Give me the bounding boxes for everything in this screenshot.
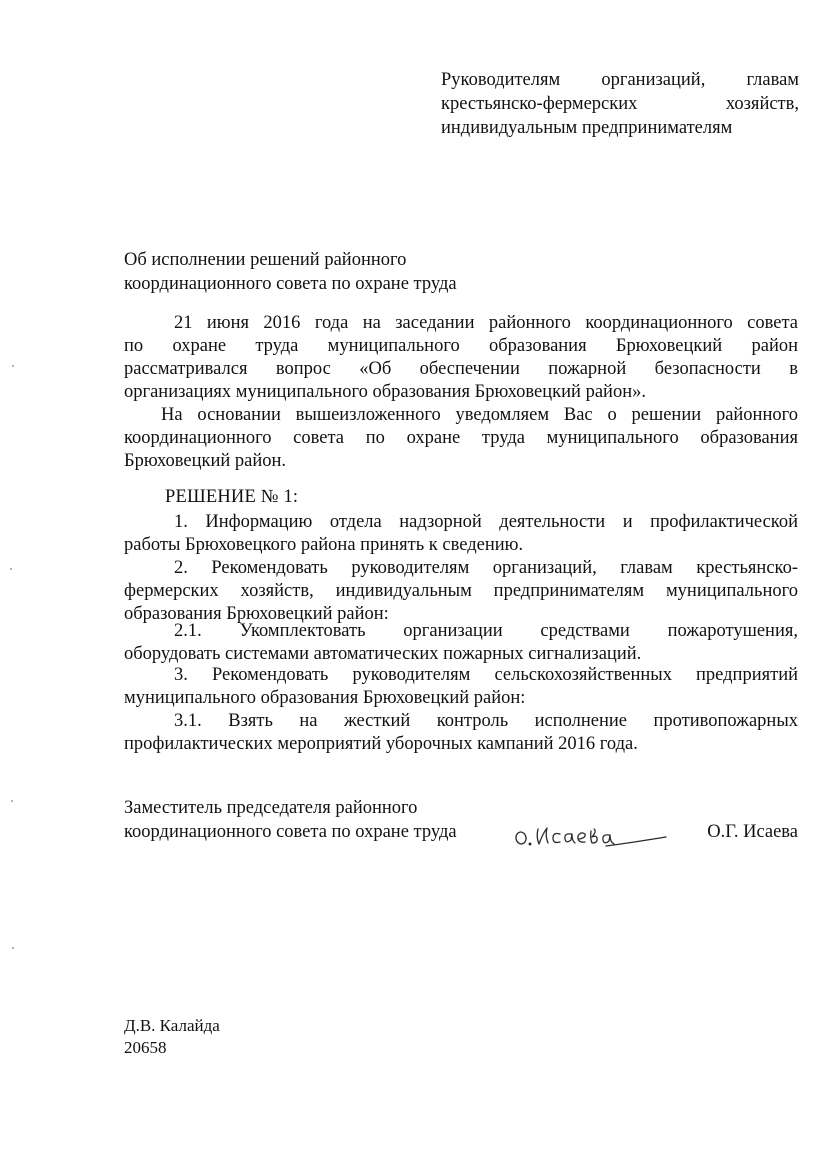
- item-2-line-1: 2. Рекомендовать руководителям организаций, главам крестьянско-: [174, 558, 798, 578]
- item-1-line-2: работы Брюховецкого района принять к сведению.: [124, 535, 524, 555]
- signature-row: [124, 820, 798, 844]
- signer-position-line-1: Заместитель председателя районного: [124, 798, 418, 818]
- handwritten-signature-icon: [514, 817, 669, 851]
- intro-p1-line-3: рассматривался вопрос «Об обеспечении пожарной безопасности в: [124, 359, 798, 379]
- intro-p2-line-2: координационного совета по охране труда муниципального образования: [124, 428, 798, 448]
- signer-position-line-2: координационного совета по охране труда: [124, 822, 457, 842]
- intro-p1-line-2: по охране труда муниципального образования Брюховецкий район: [124, 336, 798, 356]
- item-2-line-3: образования Брюховецкий район:: [124, 604, 389, 624]
- executor-name: Д.В. Калайда: [124, 1016, 220, 1035]
- scan-speck: [12, 947, 14, 949]
- subject-block: [124, 248, 544, 296]
- item-2-1-line-2: оборудовать системами автоматических пожарных сигнализаций.: [124, 644, 642, 664]
- item-1-line-1: 1. Информацию отдела надзорной деятельности и профилактической: [174, 512, 798, 532]
- decision-heading: РЕШЕНИЕ № 1:: [165, 487, 299, 507]
- decision-item-2: [124, 557, 798, 626]
- subject-line-1: Об исполнении решений районного: [124, 250, 407, 270]
- decision-item-1: [124, 511, 798, 557]
- scan-speck: [10, 568, 12, 570]
- addressee-line-3: индивидуальным предпринимателям: [441, 118, 733, 138]
- executor-phone: 20658: [124, 1038, 167, 1057]
- intro-paragraph-2: [124, 404, 798, 473]
- addressee-line-1: Руководителям организаций, главам: [441, 70, 799, 90]
- signer-name: О.Г. Исаева: [707, 822, 798, 842]
- intro-p2-line-1: На основании вышеизложенного уведомляем Вас о решении районного: [161, 405, 798, 425]
- intro-p2-line-3: Брюховецкий район.: [124, 451, 287, 471]
- signature-block: [124, 796, 798, 844]
- addressee-line-2: крестьянско-фермерских хозяйств,: [441, 94, 799, 114]
- item-3-1-line-1: 3.1. Взять на жесткий контроль исполнение противопожарных: [174, 711, 798, 731]
- item-3-1-line-2: профилактических мероприятий уборочных кампаний 2016 года.: [124, 734, 638, 754]
- scan-speck: [11, 800, 13, 802]
- decision-item-3-1: [124, 710, 798, 756]
- scan-speck: [12, 365, 14, 367]
- addressee-block: [441, 68, 799, 140]
- item-3-line-2: муниципального образования Брюховецкий район:: [124, 688, 526, 708]
- decision-item-2-1: [124, 620, 798, 666]
- intro-p1-line-1: 21 июня 2016 года на заседании районного координационного совета: [174, 313, 798, 333]
- item-2-1-line-1: 2.1. Укомплектовать организации средствами пожаротушения,: [174, 621, 798, 641]
- item-2-line-2: фермерских хозяйств, индивидуальным предпринимателям муниципального: [124, 581, 798, 601]
- item-3-line-1: 3. Рекомендовать руководителям сельскохозяйственных предприятий: [174, 665, 798, 685]
- decision-item-3: [124, 664, 798, 710]
- executor-block: [124, 1015, 220, 1059]
- intro-paragraph-1: [124, 312, 798, 404]
- intro-p1-line-4: организациях муниципального образования Брюховецкий район».: [124, 382, 646, 402]
- subject-line-2: координационного совета по охране труда: [124, 274, 457, 294]
